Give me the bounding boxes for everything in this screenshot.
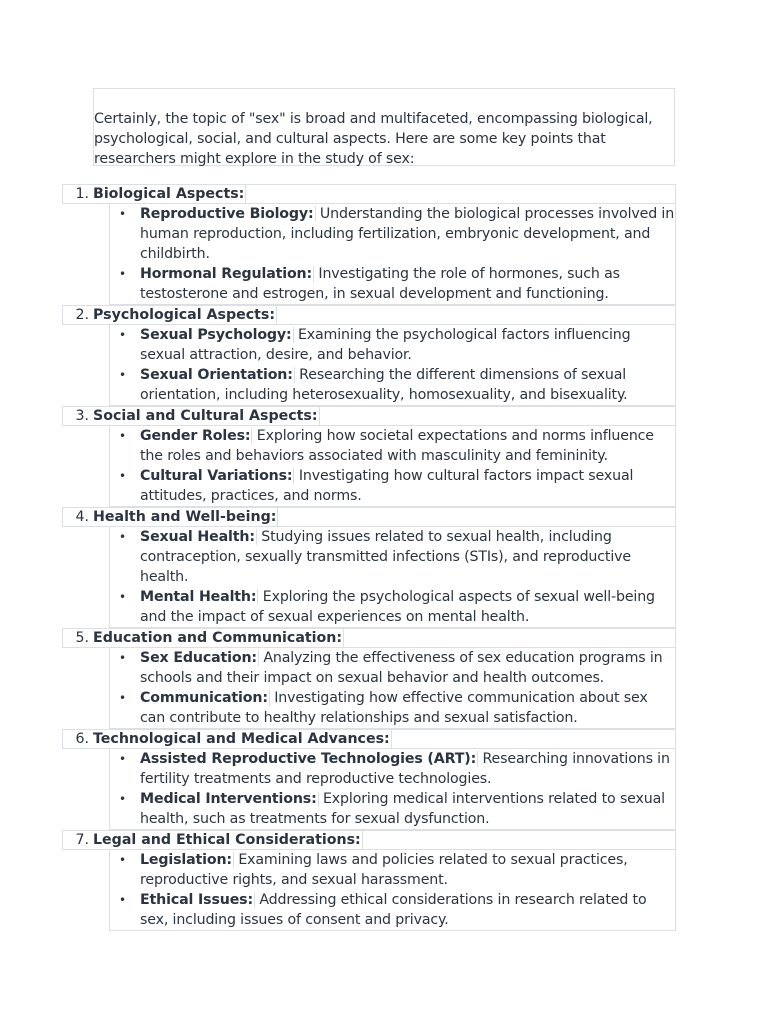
item-description: Exploring how societal expectations and norms influence the roles and behaviors associated with masculinity and femininity. <box>140 428 654 464</box>
list-item <box>110 527 675 587</box>
section-number: 4. <box>75 509 89 525</box>
bullet-icon: • <box>119 328 126 342</box>
sub-list <box>109 426 676 507</box>
sub-list <box>109 527 676 628</box>
sub-list <box>109 204 676 305</box>
list-section <box>62 406 676 507</box>
section-title: Psychological Aspects: <box>93 307 276 323</box>
list-item <box>110 587 675 627</box>
item-description: Addressing ethical considerations in research related to sex, including issues of consent and privacy. <box>140 892 647 928</box>
section-heading <box>62 830 676 850</box>
bullet-icon: • <box>119 691 126 705</box>
item-description: Studying issues related to sexual health, including contraception, sexually transmitted infections (STIs), and reproductive health. <box>140 529 631 585</box>
bullet-icon: • <box>119 792 126 806</box>
list-item <box>110 850 675 890</box>
item-description: Researching the different dimensions of sexual orientation, including heterosexuality, homosexuality, and bisexuality. <box>140 367 628 403</box>
section-heading <box>62 305 676 325</box>
section-number: 1. <box>75 186 89 202</box>
section-title: Social and Cultural Aspects: <box>93 408 318 424</box>
sub-list <box>109 325 676 406</box>
section-number: 2. <box>75 307 89 323</box>
item-term: Legislation: <box>140 852 232 868</box>
section-number: 5. <box>75 630 89 646</box>
bullet-icon: • <box>119 651 126 665</box>
list-item <box>110 426 675 466</box>
list-item <box>110 749 675 789</box>
section-heading <box>62 628 676 648</box>
item-description: Examining the psychological factors influencing sexual attraction, desire, and behavior. <box>140 327 631 363</box>
item-description: Analyzing the effectiveness of sex education programs in schools and their impact on sexual behavior and health outcomes. <box>140 650 663 686</box>
list-section <box>62 305 676 406</box>
item-description: Exploring medical interventions related to sexual health, such as treatments for sexual dysfunction. <box>140 791 665 827</box>
list-item <box>110 365 675 405</box>
bullet-icon: • <box>119 469 126 483</box>
item-description: Examining laws and policies related to sexual practices, reproductive rights, and sexual harassment. <box>140 852 628 888</box>
bullet-icon: • <box>119 267 126 281</box>
list-section <box>62 830 676 931</box>
item-description: Understanding the biological processes involved in human reproduction, including fertilization, embryonic development, and childbirth. <box>140 206 675 262</box>
section-title: Biological Aspects: <box>93 186 245 202</box>
bullet-icon: • <box>119 853 126 867</box>
list-item <box>110 264 675 304</box>
bullet-icon: • <box>119 752 126 766</box>
item-term: Communication: <box>140 690 268 706</box>
list-item <box>110 789 675 829</box>
topic-list <box>62 184 676 931</box>
item-description: Exploring the psychological aspects of sexual well-being and the impact of sexual experiences on mental health. <box>140 589 655 625</box>
section-heading <box>62 507 676 527</box>
bullet-icon: • <box>119 207 126 221</box>
item-term: Sexual Health: <box>140 529 255 545</box>
item-description: Researching innovations in fertility treatments and reproductive technologies. <box>140 751 670 787</box>
item-term: Medical Interventions: <box>140 791 317 807</box>
section-title: Technological and Medical Advances: <box>93 731 390 747</box>
bullet-icon: • <box>119 530 126 544</box>
section-number: 6. <box>75 731 89 747</box>
list-item <box>110 204 675 264</box>
list-section <box>62 729 676 830</box>
item-term: Hormonal Regulation: <box>140 266 313 282</box>
item-term: Sexual Psychology: <box>140 327 292 343</box>
section-number: 3. <box>75 408 89 424</box>
section-heading <box>62 406 676 426</box>
list-section <box>62 628 676 729</box>
list-section <box>62 184 676 305</box>
section-title: Education and Communication: <box>93 630 343 646</box>
list-item <box>110 648 675 688</box>
list-item <box>110 466 675 506</box>
item-description: Investigating how cultural factors impact sexual attitudes, practices, and norms. <box>140 468 634 504</box>
list-section <box>62 507 676 628</box>
sub-list <box>109 850 676 931</box>
bullet-icon: • <box>119 429 126 443</box>
bullet-icon: • <box>119 590 126 604</box>
bullet-icon: • <box>119 893 126 907</box>
item-description: Investigating the role of hormones, such as testosterone and estrogen, in sexual development and functioning. <box>140 266 620 302</box>
item-term: Mental Health: <box>140 589 257 605</box>
item-term: Gender Roles: <box>140 428 251 444</box>
item-term: Assisted Reproductive Technologies (ART): <box>140 751 477 767</box>
section-heading <box>62 729 676 749</box>
item-term: Cultural Variations: <box>140 468 293 484</box>
section-title: Legal and Ethical Considerations: <box>93 832 361 848</box>
bullet-icon: • <box>119 368 126 382</box>
item-term: Sexual Orientation: <box>140 367 293 383</box>
intro-box <box>93 88 675 166</box>
section-number: 7. <box>75 832 89 848</box>
intro-paragraph: Certainly, the topic of "sex" is broad and multifaceted, encompassing biological, psychological, social, and cultural aspects. Here are some key points that researchers might explore in the study of sex: <box>94 111 653 167</box>
item-description: Investigating how effective communication about sex can contribute to healthy relationships and sexual satisfaction. <box>140 690 648 726</box>
item-term: Sex Education: <box>140 650 257 666</box>
sub-list <box>109 749 676 830</box>
item-term: Reproductive Biology: <box>140 206 314 222</box>
sub-list <box>109 648 676 729</box>
list-item <box>110 688 675 728</box>
list-item <box>110 325 675 365</box>
item-term: Ethical Issues: <box>140 892 253 908</box>
section-heading <box>62 184 676 204</box>
list-item <box>110 890 675 930</box>
section-title: Health and Well-being: <box>93 509 277 525</box>
